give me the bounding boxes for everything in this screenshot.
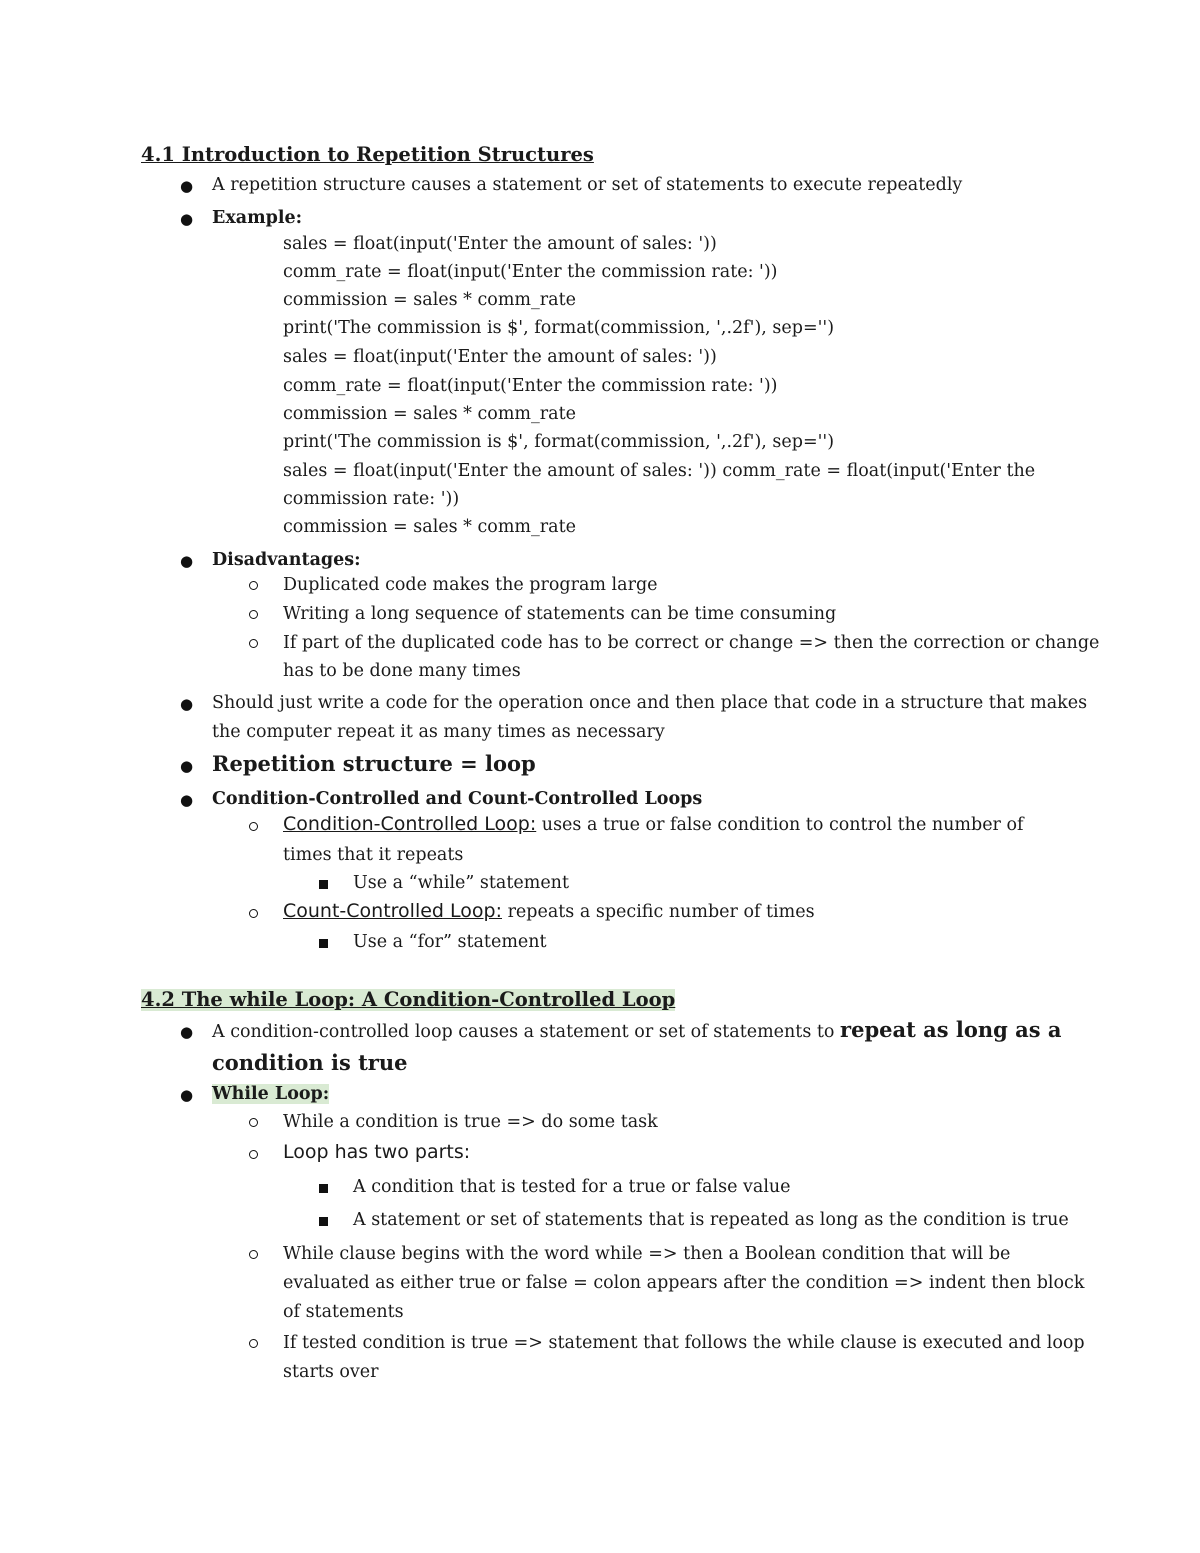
loop-part-statements: A statement or set of statements that is repeated as long as the condition is true: [353, 1210, 1069, 1230]
code-line: print('The commission is $', format(commission, ',.2f'), sep=''): [283, 318, 835, 338]
while-clause-item-cont: of statements: [283, 1302, 404, 1322]
square-bullet-icon: [319, 1184, 328, 1193]
definition-part: A condition-controlled loop causes a statement or set of statements to: [212, 1022, 841, 1042]
code-line: sales = float(input('Enter the amount of sales: ')): [283, 234, 717, 254]
code-line: commission = sales * comm_rate: [283, 290, 576, 310]
circle-bullet-icon: [249, 610, 258, 619]
definition-emphasis-cont: condition is true: [212, 1050, 408, 1075]
while-clause-item: While clause begins with the word while => then a Boolean condition that will be: [283, 1244, 1011, 1264]
bullet-icon: ●: [180, 552, 194, 570]
while-clause-item-cont: evaluated as either true or false = colon appears after the condition => indent then block: [283, 1273, 1085, 1293]
circle-bullet-icon: [249, 639, 258, 648]
code-line: comm_rate = float(input('Enter the commission rate: ')): [283, 262, 778, 282]
count-controlled-item: [283, 901, 815, 923]
disadvantage-item: Duplicated code makes the program large: [283, 575, 658, 595]
loop-parts-item: Loop has two parts:: [283, 1141, 471, 1163]
code-line: commission = sales * comm_rate: [283, 517, 576, 537]
bullet-icon: ●: [180, 695, 194, 713]
while-item: While a condition is true => do some task: [283, 1112, 658, 1132]
should-text-cont: the computer repeat it as many times as necessary: [212, 722, 665, 742]
bullet-icon: ●: [180, 177, 194, 195]
disadvantage-item: If part of the duplicated code has to be correct or change => then the correction or change: [283, 633, 1100, 653]
tested-condition-item-cont: starts over: [283, 1362, 379, 1382]
use-while-text: Use a “while” statement: [353, 873, 569, 893]
condition-controlled-desc-cont: times that it repeats: [283, 845, 464, 865]
code-line: sales = float(input('Enter the amount of sales: ')): [283, 347, 717, 367]
section-1-heading: 4.1 Introduction to Repetition Structures: [141, 143, 594, 166]
definition-emphasis: repeat as long as a: [840, 1017, 1062, 1042]
condition-controlled-term: Condition-Controlled Loop:: [283, 813, 537, 835]
use-for-text: Use a “for” statement: [353, 932, 547, 952]
circle-bullet-icon: [249, 909, 258, 918]
loop-types-heading: Condition-Controlled and Count-Controlled Loops: [212, 789, 703, 809]
bullet-icon: ●: [180, 210, 194, 228]
square-bullet-icon: [319, 880, 328, 889]
condition-controlled-desc: uses a true or false condition to control the number of: [536, 815, 1024, 835]
code-line: commission = sales * comm_rate: [283, 404, 576, 424]
disadvantages-label: Disadvantages:: [212, 550, 361, 570]
code-line: comm_rate = float(input('Enter the commission rate: ')): [283, 376, 778, 396]
circle-bullet-icon: [249, 822, 258, 831]
bullet-icon: ●: [180, 1086, 194, 1104]
count-controlled-desc: repeats a specific number of times: [502, 902, 815, 922]
bullet-icon: ●: [180, 757, 194, 775]
repetition-loop-text: Repetition structure = loop: [212, 751, 536, 776]
condition-loop-definition: [212, 1018, 1061, 1042]
code-line: sales = float(input('Enter the amount of sales: ')) comm_rate = float(input('Enter the: [283, 461, 1036, 481]
while-loop-label: While Loop:: [212, 1084, 330, 1104]
count-controlled-term: Count-Controlled Loop:: [283, 900, 502, 922]
circle-bullet-icon: [249, 1118, 258, 1127]
should-text: Should just write a code for the operation once and then place that code in a structure that makes: [212, 693, 1088, 713]
definition-text: A repetition structure causes a statement or set of statements to execute repeatedly: [212, 175, 963, 195]
circle-bullet-icon: [249, 1250, 258, 1259]
section-2-heading: 4.2 The while Loop: A Condition-Controlled Loop: [141, 988, 676, 1011]
disadvantage-item-cont: has to be done many times: [283, 661, 521, 681]
square-bullet-icon: [319, 939, 328, 948]
circle-bullet-icon: [249, 1150, 258, 1159]
disadvantage-item: Writing a long sequence of statements can be time consuming: [283, 604, 837, 624]
code-line: print('The commission is $', format(commission, ',.2f'), sep=''): [283, 432, 835, 452]
tested-condition-item: If tested condition is true => statement that follows the while clause is executed and loop: [283, 1333, 1085, 1353]
condition-controlled-item: [283, 814, 1024, 836]
example-label: Example:: [212, 208, 303, 228]
square-bullet-icon: [319, 1217, 328, 1226]
loop-part-condition: A condition that is tested for a true or false value: [353, 1177, 791, 1197]
bullet-icon: ●: [180, 1023, 194, 1041]
circle-bullet-icon: [249, 581, 258, 590]
bullet-icon: ●: [180, 791, 194, 809]
code-line: commission rate: ')): [283, 489, 460, 509]
circle-bullet-icon: [249, 1339, 258, 1348]
